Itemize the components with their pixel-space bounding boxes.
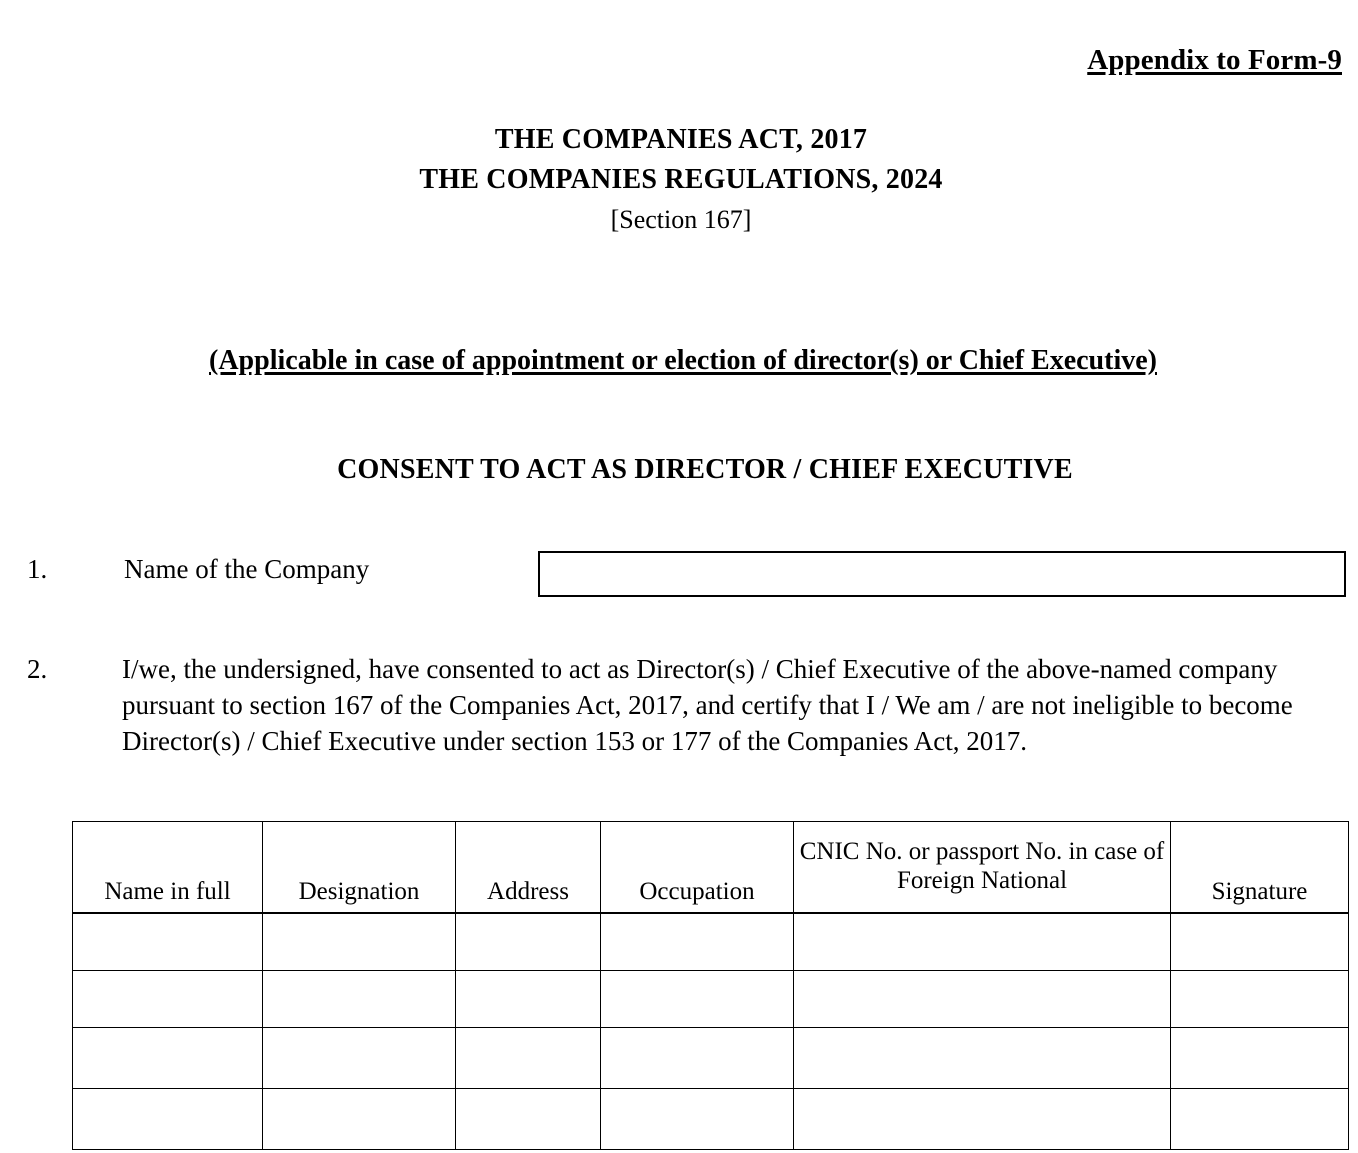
cell-address[interactable] (456, 1089, 601, 1150)
cell-occupation[interactable] (601, 971, 794, 1028)
table-row (73, 1089, 1349, 1150)
item-company-name (0, 551, 1358, 607)
cell-cnic[interactable] (794, 913, 1171, 971)
cell-address[interactable] (456, 913, 601, 971)
column-header-occupation: Occupation (601, 822, 794, 914)
cell-cnic[interactable] (794, 971, 1171, 1028)
column-header-address: Address (456, 822, 601, 914)
table-row (73, 971, 1349, 1028)
applicability-note-text: (Applicable in case of appointment or election of director(s) or Chief Executive) (209, 345, 1157, 376)
column-header-cnic: CNIC No. or passport No. in case of Foreign National (794, 822, 1171, 914)
act-title: THE COMPANIES ACT, 2017 (494, 124, 868, 155)
cell-designation[interactable] (263, 971, 456, 1028)
cell-occupation[interactable] (601, 913, 794, 971)
cell-name[interactable] (73, 913, 263, 971)
table-header-row (73, 822, 1349, 914)
item-2-text: I/we, the undersigned, have consented to act as Director(s) / Chief Executive of the above-named company pursuant to section 167 of the Companies Act, 2017, and certify that I / We am / are not ineligible to become Director(s) / Chief Executive under section 153 or 177 of the Companies Act, 2017. (122, 654, 1293, 756)
table-row (73, 913, 1349, 971)
table-row (73, 1028, 1349, 1089)
item-2-number: 2. (27, 654, 48, 684)
applicability-note (0, 344, 1358, 378)
cell-cnic[interactable] (794, 1089, 1171, 1150)
cell-address[interactable] (456, 1028, 601, 1089)
cell-cnic[interactable] (794, 1028, 1171, 1089)
cell-signature[interactable] (1171, 971, 1349, 1028)
cell-designation[interactable] (263, 913, 456, 971)
company-name-field[interactable] (538, 551, 1346, 597)
signatory-table (72, 821, 1349, 1150)
column-header-name: Name in full (73, 822, 263, 914)
consent-heading: CONSENT TO ACT AS DIRECTOR / CHIEF EXECUTIVE (337, 454, 1073, 485)
cell-designation[interactable] (263, 1028, 456, 1089)
appendix-label-text: Appendix to Form-9 (1087, 44, 1342, 76)
cell-name[interactable] (73, 971, 263, 1028)
cell-designation[interactable] (263, 1089, 456, 1150)
item-1-label: Name of the Company (124, 554, 370, 584)
cell-occupation[interactable] (601, 1028, 794, 1089)
cell-signature[interactable] (1171, 913, 1349, 971)
cell-signature[interactable] (1171, 1089, 1349, 1150)
cell-signature[interactable] (1171, 1028, 1349, 1089)
column-header-designation: Designation (263, 822, 456, 914)
cell-occupation[interactable] (601, 1089, 794, 1150)
cell-address[interactable] (456, 971, 601, 1028)
item-1-number: 1. (27, 554, 48, 584)
appendix-label (1087, 44, 1342, 77)
cell-name[interactable] (73, 1089, 263, 1150)
section-reference: [Section 167] (610, 204, 752, 234)
cell-name[interactable] (73, 1028, 263, 1089)
title-block (0, 120, 1358, 238)
regulations-title: THE COMPANIES REGULATIONS, 2024 (419, 163, 943, 195)
column-header-signature: Signature (1171, 822, 1349, 914)
